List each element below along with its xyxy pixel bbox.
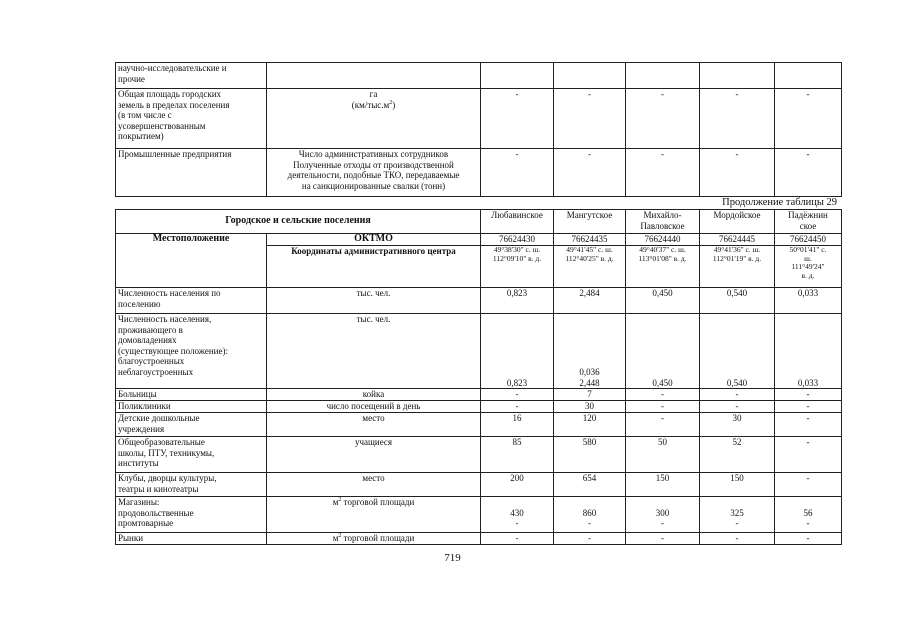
- row-label-line: (в том числе с: [118, 110, 172, 120]
- value-cell: 0,033: [775, 288, 842, 314]
- row-label-line: учреждения: [118, 423, 165, 434]
- unit-cell: учащиеся: [267, 437, 481, 473]
- table-row: [116, 288, 842, 314]
- value-cell: -: [626, 533, 700, 545]
- table-row: [116, 389, 842, 401]
- value-cell: -: [775, 89, 842, 149]
- row-label-line: Детские дошкольные: [118, 413, 200, 423]
- row-label-line: поселению: [118, 298, 161, 309]
- value-cell: 200: [481, 473, 554, 497]
- row-label-line: неблагоустроенных: [118, 366, 194, 377]
- value-cell: 30: [554, 401, 626, 413]
- row-label-line: театры и кинотеатры: [118, 483, 199, 494]
- row-label: [116, 314, 267, 389]
- value-line: 0,036: [579, 367, 600, 377]
- unit-text: (км/тыс.м: [351, 99, 390, 110]
- row-label-line: промтоварные: [118, 518, 174, 528]
- value-line: -: [661, 518, 664, 528]
- oktmo-row: [116, 234, 842, 246]
- value-line: -: [515, 518, 519, 528]
- settlement-name-line: Павловское: [640, 220, 685, 231]
- value-cell: 0,033: [775, 314, 842, 389]
- value-cell: -: [700, 533, 775, 545]
- table-row: [116, 314, 842, 389]
- unit-line: на санкционированные свалки (тонн): [301, 180, 446, 191]
- value-cell: -: [775, 389, 842, 401]
- table-row: [116, 497, 842, 533]
- settlement-name: [554, 210, 626, 234]
- value-cell: 0,450: [626, 288, 700, 314]
- value-cell: -: [775, 413, 842, 437]
- value-cell: [626, 497, 700, 533]
- coords-line: 49°40'37" с. ш.: [639, 245, 686, 254]
- settlement-name: [481, 210, 554, 234]
- value-cell: -: [775, 533, 842, 545]
- coords-cell: [481, 246, 554, 288]
- settlement-name: [626, 210, 700, 234]
- row-label-line: усовершенствованным: [118, 120, 206, 131]
- row-label-line: Клубы, дворцы культуры,: [118, 473, 217, 483]
- unit-cell: тыс. чел.: [267, 288, 481, 314]
- unit-line: Число административных сотрудников: [298, 149, 449, 159]
- table-row: [116, 401, 842, 413]
- table-row: [116, 533, 842, 545]
- unit-cell: [267, 497, 481, 533]
- oktmo-code: 76624430: [481, 234, 554, 246]
- coords-line: 112°01'19" в. д.: [712, 253, 762, 263]
- coords-cell: [554, 246, 626, 288]
- value-line: -: [806, 518, 810, 528]
- table-row: [116, 89, 842, 149]
- oktmo-code: 76624445: [700, 234, 775, 246]
- row-label: Рынки: [116, 533, 267, 545]
- coords-cell: [626, 246, 700, 288]
- header-row: [116, 210, 842, 234]
- coords-line: 111°49'24": [791, 262, 825, 271]
- value-cell: -: [700, 149, 775, 197]
- coords-cell: [775, 246, 842, 288]
- table-row: [116, 413, 842, 437]
- value-line: 2,448: [579, 377, 600, 388]
- unit-cell: место: [267, 413, 481, 437]
- value-cell: 120: [554, 413, 626, 437]
- table-row: [116, 63, 842, 89]
- row-label-line: земель в пределах поселения: [118, 99, 230, 110]
- value-cell: 50: [626, 437, 700, 473]
- value-cell: -: [700, 401, 775, 413]
- value-cell: -: [775, 437, 842, 473]
- value-cell: 2,484: [554, 288, 626, 314]
- row-label-line: покрытием): [118, 131, 164, 141]
- continuation-caption: Продолжение таблицы 29: [722, 197, 837, 208]
- unit-text: ): [392, 99, 396, 110]
- unit-text: м: [332, 497, 339, 507]
- value-cell: -: [554, 533, 626, 545]
- row-label: [116, 63, 267, 89]
- unit-cell: место: [267, 473, 481, 497]
- value-line: 860: [582, 507, 597, 518]
- unit-superscript: 2: [338, 497, 342, 503]
- value-cell: -: [481, 401, 554, 413]
- value-line: -: [588, 518, 591, 528]
- value-cell: 0,823: [481, 288, 554, 314]
- row-label: [116, 473, 267, 497]
- row-label-line: проживающего в: [118, 324, 183, 335]
- unit-line: [269, 100, 478, 111]
- row-label-line: Общеобразовательные: [118, 437, 205, 447]
- row-label-line: школы, ПТУ, техникумы,: [118, 447, 215, 458]
- row-label-line: Численность населения по: [118, 288, 221, 298]
- value-cell: 580: [554, 437, 626, 473]
- unit-cell: тыс. чел.: [267, 314, 481, 389]
- unit-line: деятельности, подобные ТКО, передаваемые: [287, 170, 460, 180]
- unit-superscript: 2: [389, 99, 393, 106]
- value-cell: [554, 497, 626, 533]
- value-cell: -: [700, 89, 775, 149]
- row-label: [116, 497, 267, 533]
- value-cell: [700, 63, 775, 89]
- value-cell: [481, 497, 554, 533]
- value-cell: 150: [626, 473, 700, 497]
- coords-cell: [700, 246, 775, 288]
- unit-line: га: [369, 89, 378, 99]
- value-cell: -: [626, 413, 700, 437]
- unit-text: торговой площади: [341, 533, 415, 543]
- unit-cell: [267, 149, 481, 197]
- coords-line: ш.: [804, 253, 812, 263]
- oktmo-label: ОКТМО: [267, 234, 481, 246]
- top-table: [115, 62, 842, 197]
- value-cell: [481, 63, 554, 89]
- row-label: [116, 288, 267, 314]
- row-label: [116, 437, 267, 473]
- value-cell: -: [554, 89, 626, 149]
- unit-superscript: 2: [338, 533, 342, 539]
- row-label-line: благоустроенных: [118, 356, 185, 366]
- row-label-line: (существующее положение):: [118, 345, 228, 356]
- value-cell: [626, 63, 700, 89]
- row-label-line: Общая площадь городских: [118, 89, 222, 99]
- coords-line: 50°01'41" с.: [789, 245, 827, 254]
- row-label: Поликлиники: [116, 401, 267, 413]
- page-number: 719: [444, 552, 461, 564]
- value-line: 430: [510, 507, 524, 518]
- row-label: [116, 89, 267, 149]
- value-cell: -: [481, 389, 554, 401]
- settlement-name-line: Любавинское: [491, 210, 543, 220]
- unit-cell: [267, 63, 481, 89]
- settlement-name: [775, 210, 842, 234]
- value-line: 325: [730, 507, 744, 518]
- settlement-name: [700, 210, 775, 234]
- value-cell: 30: [700, 413, 775, 437]
- coords-line: 112°40'25" в. д.: [565, 253, 614, 263]
- value-cell: 150: [700, 473, 775, 497]
- main-table: [115, 209, 842, 545]
- row-label-line: прочие: [118, 73, 145, 84]
- value-cell: 7: [554, 389, 626, 401]
- unit-cell: койка: [267, 389, 481, 401]
- value-cell: -: [626, 89, 700, 149]
- value-cell: [775, 497, 842, 533]
- oktmo-code: 76624440: [626, 234, 700, 246]
- unit-cell: число посещений в день: [267, 401, 481, 413]
- table-row: [116, 473, 842, 497]
- unit-line: Полученные отходы от производственной: [293, 159, 454, 170]
- value-cell: -: [481, 149, 554, 197]
- value-cell: -: [554, 149, 626, 197]
- settlement-name-line: ское: [799, 220, 817, 231]
- settlement-name-line: Мангутское: [566, 210, 613, 220]
- unit-text: м: [332, 533, 339, 543]
- value-cell: [700, 497, 775, 533]
- value-line: 56: [803, 507, 813, 518]
- value-cell: 16: [481, 413, 554, 437]
- row-label-line: Численность населения,: [118, 314, 212, 324]
- row-label-line: домовладениях: [118, 335, 177, 345]
- value-cell: 654: [554, 473, 626, 497]
- group-title: Городское и сельские поселения: [116, 210, 481, 234]
- unit-cell: [267, 89, 481, 149]
- location-label: Местоположение: [116, 234, 267, 288]
- row-label-line: институты: [118, 458, 159, 468]
- value-cell: 0,823: [481, 314, 554, 389]
- settlement-name-line: Мордойское: [713, 210, 761, 220]
- value-cell: -: [775, 149, 842, 197]
- value-cell: 85: [481, 437, 554, 473]
- settlement-name-line: Падёжнин: [788, 210, 828, 220]
- oktmo-code: 76624450: [775, 234, 842, 246]
- row-label: Больницы: [116, 389, 267, 401]
- unit-cell: [267, 533, 481, 545]
- row-label-line: Магазины:: [118, 497, 160, 507]
- oktmo-code: 76624435: [554, 234, 626, 246]
- value-cell: 0,450: [626, 314, 700, 389]
- value-cell: -: [626, 389, 700, 401]
- row-label-line: продовольственные: [118, 507, 194, 518]
- value-cell: -: [775, 473, 842, 497]
- value-line: -: [735, 518, 739, 528]
- unit-text: торговой площади: [341, 497, 415, 507]
- value-line: 300: [655, 507, 670, 518]
- value-cell: 0,540: [700, 314, 775, 389]
- value-cell: -: [626, 149, 700, 197]
- coords-label: Координаты административного центра: [267, 246, 481, 288]
- coords-line: 49°41'36" с. ш.: [713, 245, 761, 254]
- row-label: [116, 413, 267, 437]
- coords-line: 113°01'08" в. д.: [638, 253, 687, 263]
- value-cell: -: [481, 89, 554, 149]
- row-label: Промышленные предприятия: [116, 149, 267, 197]
- value-cell: 52: [700, 437, 775, 473]
- value-cell: -: [775, 401, 842, 413]
- value-cell: [554, 63, 626, 89]
- coords-line: 112°09'10" в. д.: [492, 253, 542, 263]
- value-cell: -: [481, 533, 554, 545]
- value-cell: [775, 63, 842, 89]
- value-cell: -: [700, 389, 775, 401]
- coords-line: 49°41'45" с. ш.: [566, 245, 613, 254]
- value-cell: 0,540: [700, 288, 775, 314]
- value-cell: -: [626, 401, 700, 413]
- table-row: [116, 437, 842, 473]
- coords-line: в. д.: [801, 270, 815, 280]
- settlement-name-line: Михайло-: [643, 210, 682, 220]
- value-cell: [554, 314, 626, 389]
- row-label-line: научно-исследовательские и: [118, 63, 227, 73]
- table-row: [116, 149, 842, 197]
- coords-line: 49°38'30" с. ш.: [493, 245, 541, 254]
